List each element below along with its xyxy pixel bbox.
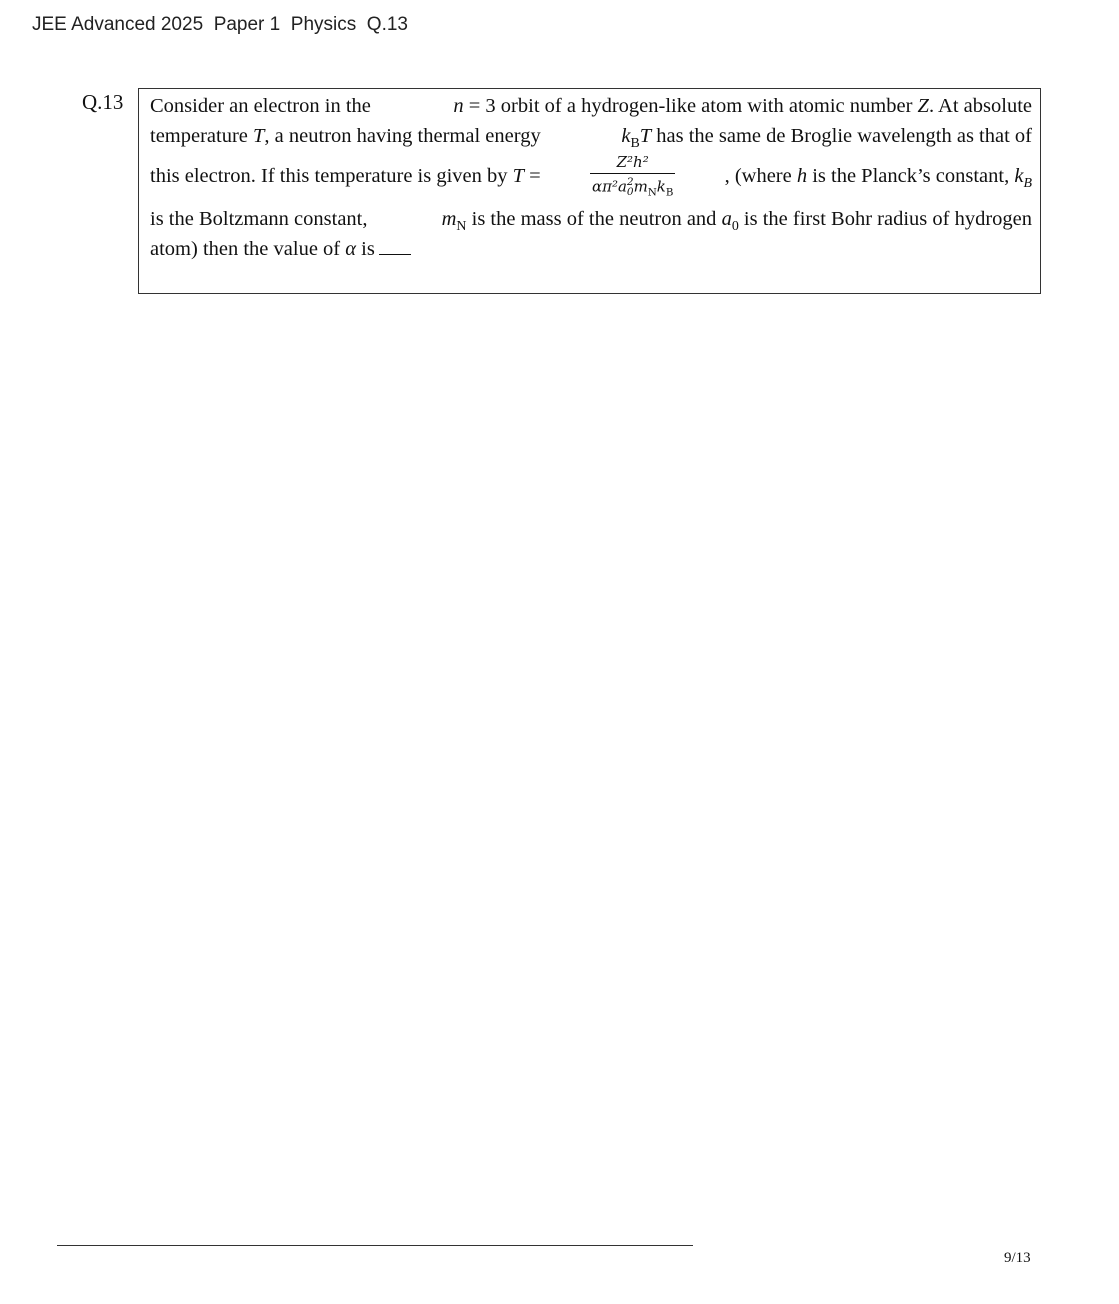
var-alpha: α	[345, 238, 357, 260]
question-line-2	[150, 125, 1032, 152]
line2-text-b: $k_BT$ has the same de Broglie wavelength as that of	[621, 125, 1032, 152]
sub-n: N	[456, 219, 467, 235]
page-number: 9/13	[1004, 1250, 1031, 1266]
sub-0: 0	[731, 219, 739, 235]
line1-text-a: Consider an electron in the	[150, 95, 371, 117]
line3-text-b: , (where h is the Planck’s constant, $k_B$	[724, 164, 1032, 191]
var-a: a	[721, 208, 732, 230]
fraction-numerator: Z²h²	[590, 155, 675, 174]
var-t: T	[253, 125, 265, 147]
line4-text-b: $m_N$ is the mass of the neutron and $a_0$ is the first Bohr radius of hydrogen	[441, 208, 1032, 235]
question-line-1	[150, 96, 1032, 117]
question-line-3	[150, 150, 1032, 202]
temperature-fraction	[590, 152, 675, 198]
sub-b: B	[1023, 175, 1032, 191]
var-t: T	[512, 164, 525, 187]
line3-text-a: this electron. If this temperature is given by T =	[150, 164, 541, 187]
var-m: m	[441, 208, 457, 230]
question-number: Q.13	[82, 90, 124, 114]
sub-b: B	[630, 136, 640, 152]
fraction-denominator: απ²a 2 0 $m_Nk_B$	[591, 175, 674, 198]
var-n: n	[453, 95, 464, 117]
line1-text-b: n = 3 orbit of a hydrogen-like atom with atomic number Z. At absolute	[453, 95, 1032, 117]
answer-blank	[379, 253, 411, 255]
footer-rule	[57, 1245, 693, 1246]
var-t: T	[639, 125, 652, 147]
question-line-5: atom) then the value of α is	[150, 239, 1032, 260]
question-line-4	[150, 208, 1032, 235]
var-k: k	[1014, 164, 1024, 187]
line4-text-a: is the Boltzmann constant,	[150, 208, 368, 230]
running-header: JEE Advanced 2025 Paper 1 Physics Q.13	[32, 14, 409, 35]
var-h: h	[796, 164, 808, 187]
var-k: k	[621, 125, 631, 147]
line2-text-a: temperature T, a neutron having thermal energy	[150, 125, 541, 147]
var-z: Z	[917, 95, 929, 117]
